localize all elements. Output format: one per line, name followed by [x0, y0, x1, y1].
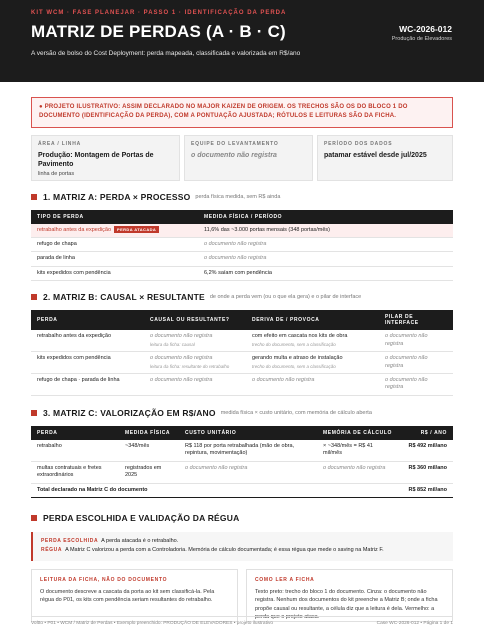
- column-header: CAUSAL OU RESULTANTE?: [144, 310, 246, 330]
- column-header: PILAR DE INTERFACE: [379, 310, 453, 330]
- section-title: 1. MATRIZ A: PERDA × PROCESSO: [43, 191, 191, 202]
- calc-memory: o documento não registra: [317, 461, 399, 483]
- table-row: [31, 352, 453, 374]
- section-matrix-c: [31, 408, 453, 418]
- header-kicker: KIT WCM · FASE PLANEJAR · PASSO 1 · IDENTIFICAÇÃO DA PERDA: [31, 10, 287, 16]
- derives-value: com efeito em cascata nos kits de obra: [252, 333, 348, 340]
- verdict-line: [41, 546, 445, 555]
- pillar-value: o documento não registra: [379, 352, 453, 374]
- verdict-label: RÉGUA: [41, 547, 63, 554]
- card-label: ÁREA / LINHA: [38, 140, 82, 147]
- derives-cell: [246, 352, 379, 374]
- derives-cell: [246, 330, 379, 351]
- document-code: WC-2026-012: [399, 24, 452, 34]
- unit-cost: R$ 118 por porta retrabalhada (mão de obra, repintura, movimentação): [179, 440, 317, 461]
- loss-type: kits expedidos com pendência: [31, 266, 198, 280]
- total-value: R$ 852 mil/ano: [399, 483, 453, 497]
- loss-type: parada de linha: [31, 252, 198, 266]
- how-to-read-box: [246, 569, 453, 622]
- pillar-value: o documento não registra: [379, 330, 453, 351]
- causal-value: o documento não registra: [150, 333, 213, 340]
- loss-type-label: retrabalho antes da expedição: [37, 226, 111, 233]
- annual-value: R$ 492 mil/ano: [399, 440, 453, 461]
- box-text: Texto preto: trecho do bloco 1 do documento. Cinza: o documento não registra. Nenhum dos documentos do kit preenche a Matriz B; onde a ficha propõe causal ou resultante, a célula diz que a leitura é dela. Vermelho: a perda que o projeto ataca.: [255, 588, 438, 621]
- section-marker: [31, 515, 37, 521]
- loss-measure: o documento não registra: [198, 238, 453, 252]
- loss-name: retrabalho antes da expedição: [31, 330, 144, 351]
- total-row: [31, 483, 453, 497]
- verdict-line: [41, 537, 445, 546]
- physical-measure: ~348/mês: [119, 440, 179, 461]
- table-row: [31, 440, 453, 461]
- box-text: O documento descreve a cascata da porta ao kit sem classificá-la. Pela régua do P01, os kits com pendência seriam resultantes do retrabalho.: [40, 588, 215, 604]
- column-header: TIPO DE PERDA: [31, 210, 198, 224]
- table-row: [31, 224, 453, 238]
- loss-measure: o documento não registra: [198, 252, 453, 266]
- column-header: MEDIDA FÍSICA: [119, 426, 179, 440]
- card-sub: linha de portas: [38, 170, 75, 177]
- reading-box: [31, 569, 238, 622]
- derives-note: trecho do documento, sem a classificação: [252, 363, 336, 369]
- page-footer: [31, 616, 453, 626]
- loss-measure: 11,6% das ~3.000 portas mensais (348 portas/mês): [198, 224, 453, 238]
- box-label: LEITURA DA FICHA, NÃO DO DOCUMENTO: [40, 576, 168, 583]
- page-title: MATRIZ DE PERDAS (A · B · C): [31, 22, 286, 41]
- matrix-b-table: [31, 310, 453, 396]
- table-row: [31, 252, 453, 266]
- derives-value: gerando multa e atraso de instalação: [252, 355, 343, 362]
- verdict-box: [31, 532, 453, 561]
- loss-name: retrabalho: [31, 440, 119, 461]
- table-row: [31, 330, 453, 351]
- column-header: DERIVA DE / PROVOCA: [246, 310, 379, 330]
- card-area: [31, 135, 180, 181]
- page-header: [0, 0, 484, 82]
- section-verdict: [31, 513, 453, 523]
- total-label: Total declarado na Matriz C do documento: [31, 483, 399, 497]
- column-header: PERDA: [31, 310, 144, 330]
- pillar-value: o documento não registra: [379, 373, 453, 395]
- column-header: CUSTO UNITÁRIO: [179, 426, 317, 440]
- loss-type: [31, 224, 198, 238]
- section-marker: [31, 410, 37, 416]
- box-label: COMO LER A FICHA: [255, 576, 315, 583]
- causal-note: leitura da ficha: causal: [150, 341, 195, 347]
- matrix-a-table: [31, 210, 453, 282]
- column-header: MEDIDA FÍSICA / PERÍODO: [198, 210, 453, 224]
- loss-type: refugo de chapa: [31, 238, 198, 252]
- derives-note: trecho do documento, sem a classificação: [252, 341, 336, 347]
- column-header: MEMÓRIA DE CÁLCULO: [317, 426, 399, 440]
- causal-value: o documento não registra: [150, 355, 213, 362]
- physical-measure: registrados em 2025: [119, 461, 179, 483]
- loss-name: kits expedidos com pendência: [31, 352, 144, 374]
- section-subtitle: de onde a perda vem (ou o que ela gera) e o pilar de interface: [209, 294, 362, 301]
- section-subtitle: medida física × custo unitário, com memória de cálculo aberta: [220, 409, 372, 416]
- loss-measure: 6,2% saíam com pendência: [198, 266, 453, 280]
- info-boxes: [31, 569, 453, 622]
- section-matrix-b: [31, 292, 453, 302]
- calc-memory: × ~348/mês = R$ 41 mil/mês: [317, 440, 399, 461]
- verdict-text: A perda atacada é o retrabalho.: [101, 537, 179, 544]
- column-header: PERDA: [31, 426, 119, 440]
- causal-value: o documento não registra: [144, 373, 246, 395]
- card-label: EQUIPE DO LEVANTAMENTO: [191, 140, 279, 147]
- table-row: [31, 238, 453, 252]
- verdict-label: PERDA ESCOLHIDA: [41, 537, 99, 544]
- section-marker: [31, 194, 37, 200]
- section-title: 3. MATRIZ C: VALORIZAÇÃO EM R$/ANO: [43, 407, 216, 418]
- derives-value: o documento não registra: [246, 373, 379, 395]
- page-subtitle: A versão de bolso do Cost Deployment: perda mapeada, classificada e valorizada em R$/ano: [31, 50, 301, 57]
- column-header: R$ / ANO: [399, 426, 453, 440]
- card-period: [317, 135, 453, 181]
- table-row: [31, 266, 453, 280]
- document-area: Produção de Elevadores: [391, 36, 452, 42]
- card-team: [184, 135, 313, 181]
- verdict-text: A Matriz C valorizou a perda com a Controladoria. Memória de cálculo documentada; é essa régua que mede o saving na Matriz F.: [65, 547, 384, 554]
- info-cards: [31, 135, 453, 181]
- unit-cost: o documento não registra: [179, 461, 317, 483]
- footer-right: Case WC-2026-012 • Página 1 de 1: [376, 621, 453, 626]
- footer-left: Voltto • P01 • WCM / Matriz de Perdas • Exemplo preenchido: PRODUÇÃO DE ELEVADORES • projeto ilustrativo: [31, 621, 274, 626]
- annual-value: R$ 360 mil/ano: [399, 461, 453, 483]
- table-row: [31, 461, 453, 483]
- card-value: patamar estável desde jul/2025: [324, 151, 427, 159]
- section-title: 2. MATRIZ B: CAUSAL × RESULTANTE: [43, 292, 205, 303]
- card-label: PERÍODO DOS DADOS: [324, 140, 393, 147]
- attacked-badge: PERDA ATACADA: [114, 226, 159, 233]
- section-matrix-a: [31, 192, 453, 202]
- section-marker: [31, 294, 37, 300]
- loss-name: multas contratuais e fretes extraordinários: [31, 461, 119, 483]
- causal-note: leitura da ficha: resultante do retrabalho: [150, 363, 230, 369]
- card-value: Produção: Montagem de Portas de Pavimento: [38, 151, 154, 168]
- section-title: PERDA ESCOLHIDA E VALIDAÇÃO DA RÉGUA: [43, 512, 240, 523]
- table-row: [31, 373, 453, 395]
- section-subtitle: perda física medida, sem R$ ainda: [195, 193, 281, 200]
- causal-cell: [144, 330, 246, 351]
- loss-name: refugo de chapa · parada de linha: [31, 373, 144, 395]
- causal-cell: [144, 352, 246, 374]
- matrix-c-table: [31, 426, 453, 498]
- card-value: o documento não registra: [191, 151, 277, 159]
- illustrative-notice: ● PROJETO ILUSTRATIVO: ASSIM DECLARADO NO MAJOR KAIZEN DE ORIGEM. OS TRECHOS SÃO OS DO BLOCO 1 DO DOCUMENTO (IDENTIFICAÇÃO DA PERDA), COM A PONTUAÇÃO AJUSTADA; RÓTULOS E LEITURAS SÃO DA FICHA.: [31, 97, 453, 128]
